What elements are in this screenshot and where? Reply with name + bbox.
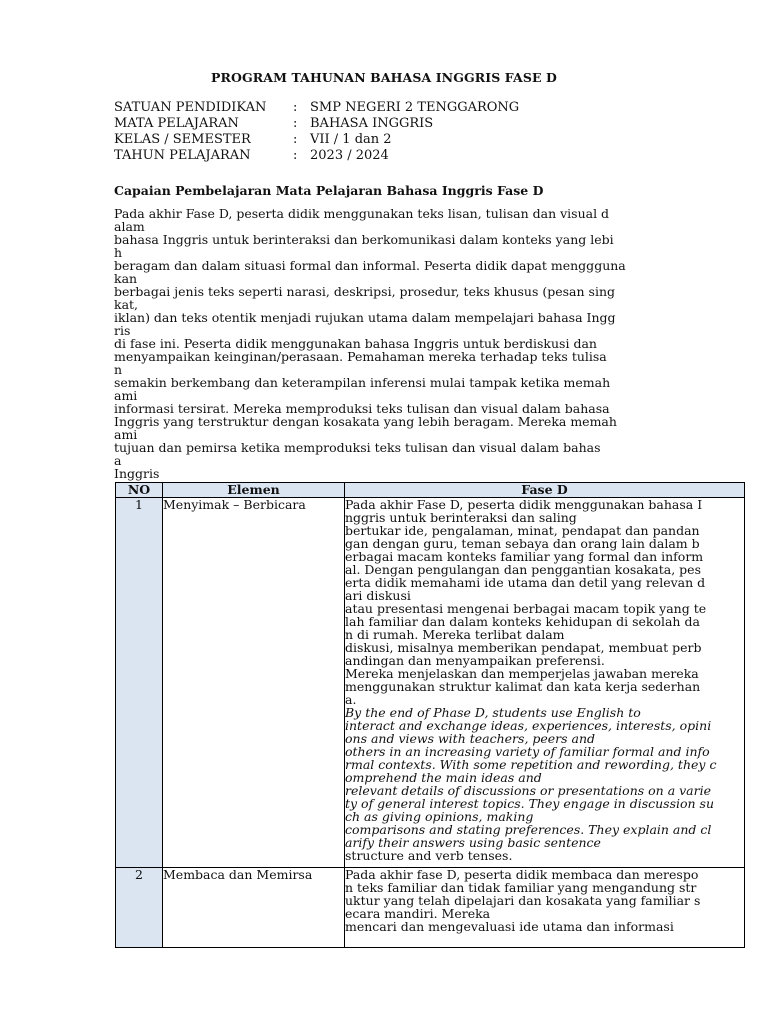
fase-line: uktur yang telah dipelajari dan kosakata yang familiar s <box>345 893 701 908</box>
fase-line-english: ch as giving opinions, making <box>345 809 534 824</box>
fase-line: ari diskusi <box>345 588 411 603</box>
fase-line: Pada akhir Fase D, peserta didik menggunakan bahasa I <box>345 497 703 512</box>
fase-line-english: others in an increasing variety of familiar formal and info <box>345 744 710 759</box>
fase-line: structure and verb tenses. <box>345 848 513 863</box>
intro-line: berbagai jenis teks seperti narasi, deskripsi, prosedur, teks khusus (pesan sing <box>114 284 616 299</box>
fase-line-english: ons and views with teachers, peers and <box>345 731 596 746</box>
intro-line: kat, <box>114 297 139 312</box>
meta-row <box>114 116 519 132</box>
intro-line: semakin berkembang dan keterampilan inferensi mulai tampak ketika memah <box>114 375 611 390</box>
meta-row <box>114 148 519 164</box>
fase-line-english: comparisons and stating preferences. They explain and cl <box>345 822 712 837</box>
meta-label: SATUAN PENDIDIKAN <box>114 100 267 115</box>
intro-line: alam <box>114 219 145 234</box>
header-no: NO <box>116 483 163 498</box>
fase-line-english: By the end of Phase D, students use English to <box>345 705 641 720</box>
fase-line: a. <box>345 692 357 707</box>
fase-line-english: arify their answers using basic sentence <box>345 835 601 850</box>
intro-line: Inggris <box>114 466 160 481</box>
row-fase-text <box>345 868 745 948</box>
fase-line: andingan dan menyampaikan preferensi. <box>345 653 605 668</box>
row-number: 2 <box>116 868 163 948</box>
meta-value: BAHASA INGGRIS <box>310 116 434 131</box>
header-fase: Fase D <box>345 483 745 498</box>
intro-line: informasi tersirat. Mereka memproduksi teks tulisan dan visual dalam bahasa <box>114 401 610 416</box>
intro-paragraph <box>114 207 659 480</box>
fase-line-english: relevant details of discussions or presentations on a varie <box>345 783 712 798</box>
intro-line: kan <box>114 271 138 286</box>
meta-label: TAHUN PELAJARAN <box>114 148 251 163</box>
fase-line: gan dengan guru, teman sebaya dan orang lain dalam b <box>345 536 700 551</box>
fase-line: Pada akhir fase D, peserta didik membaca dan merespo <box>345 867 699 882</box>
intro-line: ris <box>114 323 131 338</box>
fase-line: nggris untuk berinteraksi dan saling <box>345 510 577 525</box>
identity-block <box>114 100 519 164</box>
intro-line: bahasa Inggris untuk berinteraksi dan berkomunikasi dalam konteks yang lebi <box>114 232 614 247</box>
intro-line: Inggris yang terstruktur dengan kosakata yang lebih beragam. Mereka memah <box>114 414 617 429</box>
meta-label: MATA PELAJARAN <box>114 116 239 131</box>
intro-line: h <box>114 245 123 260</box>
row-fase-text <box>345 498 745 868</box>
intro-line: ami <box>114 427 138 442</box>
fase-line-english: ty of general interest topics. They engage in discussion su <box>345 796 715 811</box>
fase-line: Mereka menjelaskan dan memperjelas jawaban mereka <box>345 666 699 681</box>
row-elemen: Menyimak – Berbicara <box>163 498 345 868</box>
intro-line: beragam dan dalam situasi formal dan informal. Peserta didik dapat menggguna <box>114 258 626 273</box>
intro-line: n <box>114 362 123 377</box>
meta-colon: : <box>293 148 298 163</box>
row-number: 1 <box>116 498 163 868</box>
header-elemen: Elemen <box>163 483 345 498</box>
fase-line: erta didik memahami ide utama dan detil yang relevan d <box>345 575 706 590</box>
fase-line: lah familiar dan dalam konteks kehidupan di sekolah da <box>345 614 700 629</box>
meta-colon: : <box>293 116 298 131</box>
table-row <box>116 498 745 868</box>
fase-line: ecara mandiri. Mereka <box>345 906 491 921</box>
intro-line: ami <box>114 388 138 403</box>
fase-line-english: interact and exchange ideas, experiences, interests, opini <box>345 718 712 733</box>
fase-line: n teks familiar dan tidak familiar yang mengandung str <box>345 880 697 895</box>
table-row <box>116 868 745 948</box>
fase-line: erbagai macam konteks familiar yang formal dan inform <box>345 549 704 564</box>
fase-line-english: rmal contexts. With some repetition and rewording, they c <box>345 757 717 772</box>
intro-line: iklan) dan teks otentik menjadi rujukan utama dalam mempelajari bahasa Ingg <box>114 310 616 325</box>
row-elemen: Membaca dan Memirsa <box>163 868 345 948</box>
intro-line: menyampaikan keinginan/perasaan. Pemahaman mereka terhadap teks tulisa <box>114 349 607 364</box>
fase-line: bertukar ide, pengalaman, minat, pendapat dan pandan <box>345 523 700 538</box>
section-heading: Capaian Pembelajaran Mata Pelajaran Bahasa Inggris Fase D <box>114 183 544 198</box>
intro-line: a <box>114 453 122 468</box>
phase-table <box>115 482 745 948</box>
meta-value: SMP NEGERI 2 TENGGARONG <box>310 100 520 115</box>
intro-line: Pada akhir Fase D, peserta didik menggunakan teks lisan, tulisan dan visual d <box>114 206 610 221</box>
fase-line: menggunakan struktur kalimat dan kata kerja sederhan <box>345 679 701 694</box>
table-header-row <box>116 483 745 498</box>
fase-line-english: omprehend the main ideas and <box>345 770 542 785</box>
meta-colon: : <box>293 100 298 115</box>
intro-line: di fase ini. Peserta didik menggunakan bahasa Inggris untuk berdiskusi dan <box>114 336 597 351</box>
fase-line: atau presentasi mengenai berbagai macam topik yang te <box>345 601 707 616</box>
meta-label: KELAS / SEMESTER <box>114 132 251 147</box>
meta-value: 2023 / 2024 <box>310 148 389 163</box>
intro-line: tujuan dan pemirsa ketika memproduksi teks tulisan dan visual dalam bahas <box>114 440 601 455</box>
meta-colon: : <box>293 132 298 147</box>
fase-line: al. Dengan pengulangan dan penggantian kosakata, pes <box>345 562 701 577</box>
fase-line: diskusi, misalnya memberikan pendapat, membuat perb <box>345 640 702 655</box>
meta-row <box>114 100 519 116</box>
meta-value: VII / 1 dan 2 <box>310 132 392 147</box>
meta-row <box>114 132 519 148</box>
fase-line: n di rumah. Mereka terlibat dalam <box>345 627 565 642</box>
fase-line: mencari dan mengevaluasi ide utama dan informasi <box>345 919 674 934</box>
page-title: PROGRAM TAHUNAN BAHASA INGGRIS FASE D <box>211 70 557 85</box>
